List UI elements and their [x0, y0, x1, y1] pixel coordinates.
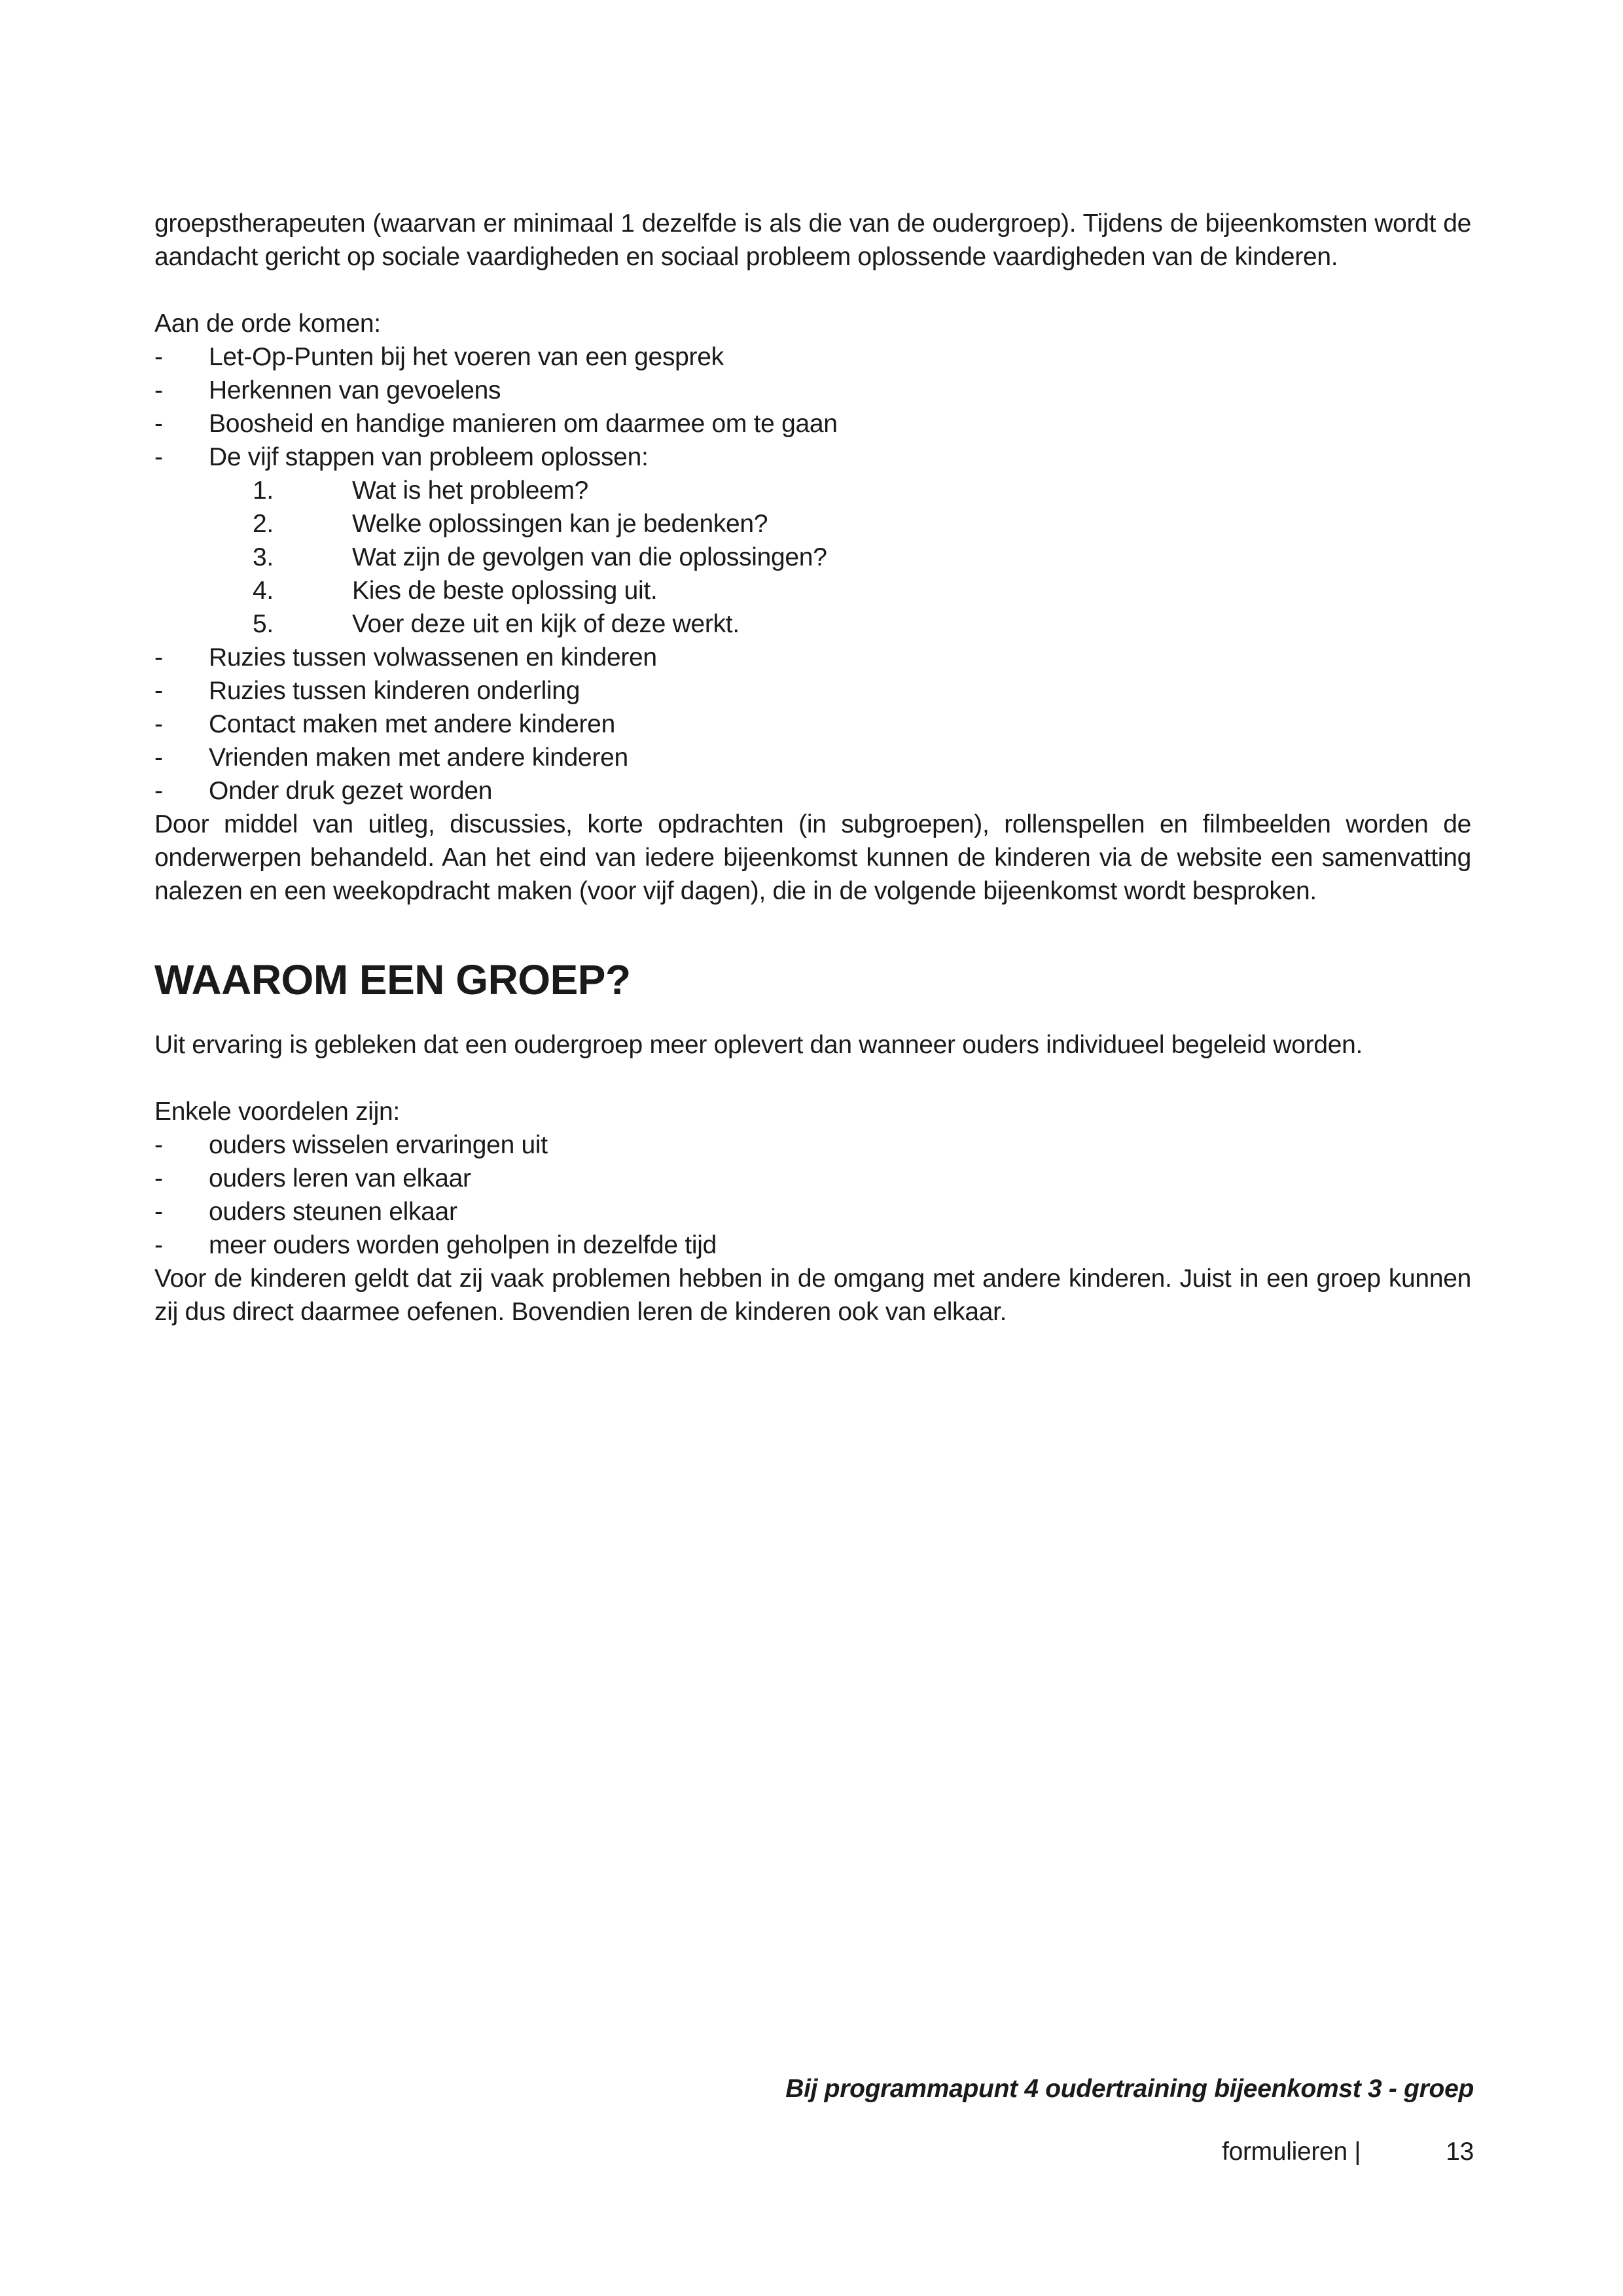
dash-bullet: -	[154, 677, 163, 705]
dash-bullet: -	[154, 1131, 163, 1159]
document-body	[154, 207, 1471, 1329]
topics-list-continued	[154, 641, 1471, 808]
number-marker: 3.	[253, 543, 274, 571]
list-item-text: ouders steunen elkaar	[209, 1198, 457, 1226]
dash-bullet: -	[154, 1164, 163, 1193]
dash-bullet: -	[154, 777, 163, 805]
paragraph-intro: groepstherapeuten (waarvan er minimaal 1 dezelfde is als die van de oudergroep). Tijdens de bijeenkomsten wordt de aandacht gericht op sociale vaardigheden en sociaal probleem oplossende vaardigheden van de kinderen.	[154, 209, 1471, 271]
list-item	[154, 741, 1471, 774]
list-item	[154, 1229, 1471, 1262]
dash-bullet: -	[154, 443, 163, 471]
section-heading: WAAROM EEN GROEP?	[154, 956, 631, 1003]
paragraph-method: Door middel van uitleg, discussies, korte opdrachten (in subgroepen), rollenspellen en filmbeelden worden de onderwerpen behandeld. Aan het eind van iedere bijeenkomst kunnen de kinderen via de website een samenvatting nalezen en een weekopdracht maken (voor vijf dagen), die in de volgende bijeenkomst wordt besproken.	[154, 810, 1471, 905]
dash-bullet: -	[154, 744, 163, 772]
list-item-text: Ruzies tussen volwassenen en kinderen	[209, 643, 657, 672]
list-item	[154, 407, 1471, 440]
dash-bullet: -	[154, 410, 163, 438]
footer-page-line	[154, 2135, 1474, 2168]
number-marker: 5.	[253, 610, 274, 638]
numbered-item	[253, 574, 1471, 607]
list-item-text: Vrienden maken met andere kinderen	[209, 744, 628, 772]
footer-reference-note: Bij programmapunt 4 oudertraining bijeenkomst 3 - groep	[785, 2075, 1474, 2103]
list-item	[154, 774, 1471, 808]
list-item-text: Contact maken met andere kinderen	[209, 710, 615, 738]
list-item-text: Boosheid en handige manieren om daarmee om te gaan	[209, 410, 838, 438]
list-item	[154, 641, 1471, 674]
list-item	[154, 1128, 1471, 1162]
dash-bullet: -	[154, 1198, 163, 1226]
dash-bullet: -	[154, 376, 163, 404]
list-item	[154, 1195, 1471, 1229]
list-item	[154, 340, 1471, 374]
number-marker: 1.	[253, 476, 274, 505]
list-item	[154, 374, 1471, 407]
numbered-item	[253, 541, 1471, 574]
list-item	[154, 708, 1471, 741]
list-item-text: Onder druk gezet worden	[209, 777, 493, 805]
list-item	[154, 1162, 1471, 1195]
list-item-text: meer ouders worden geholpen in dezelfde tijd	[209, 1231, 717, 1259]
numbered-item-text: Welke oplossingen kan je bedenken?	[352, 510, 768, 538]
numbered-item	[253, 607, 1471, 641]
list-item-text: De vijf stappen van probleem oplossen:	[209, 443, 649, 471]
numbered-item-text: Voer deze uit en kijk of deze werkt.	[352, 610, 740, 638]
numbered-item	[253, 507, 1471, 541]
dash-bullet: -	[154, 643, 163, 672]
number-marker: 2.	[253, 510, 274, 538]
dash-bullet: -	[154, 710, 163, 738]
dash-bullet: -	[154, 343, 163, 371]
numbered-item-text: Wat zijn de gevolgen van die oplossingen?	[352, 543, 827, 571]
number-marker: 4.	[253, 577, 274, 605]
paragraph-children: Voor de kinderen geldt dat zij vaak problemen hebben in de omgang met andere kinderen. Juist in een groep kunnen zij dus direct daarmee oefenen. Bovendien leren de kinderen ook van elkaar.	[154, 1265, 1471, 1326]
benefits-list	[154, 1128, 1471, 1262]
problem-solving-steps-list	[154, 474, 1471, 641]
list-item	[154, 440, 1471, 474]
numbered-item-text: Wat is het probleem?	[352, 476, 589, 505]
list-item-text: Herkennen van gevoelens	[209, 376, 501, 404]
list-item	[154, 674, 1471, 708]
benefits-list-intro: Enkele voordelen zijn:	[154, 1098, 400, 1126]
list-item-text: ouders wisselen ervaringen uit	[209, 1131, 548, 1159]
list-item-text: Let-Op-Punten bij het voeren van een gesprek	[209, 343, 724, 371]
list-item-text: ouders leren van elkaar	[209, 1164, 471, 1193]
list-item-text: Ruzies tussen kinderen onderling	[209, 677, 580, 705]
topics-list	[154, 340, 1471, 474]
topics-list-intro: Aan de orde komen:	[154, 310, 381, 338]
footer-section-label: formulieren |	[1222, 2138, 1361, 2166]
footer-page-number: 13	[1446, 2138, 1474, 2166]
numbered-item-text: Kies de beste oplossing uit.	[352, 577, 658, 605]
dash-bullet: -	[154, 1231, 163, 1259]
numbered-item	[253, 474, 1471, 507]
paragraph-experience: Uit ervaring is gebleken dat een oudergroep meer oplevert dan wanneer ouders individueel begeleid worden.	[154, 1031, 1363, 1059]
